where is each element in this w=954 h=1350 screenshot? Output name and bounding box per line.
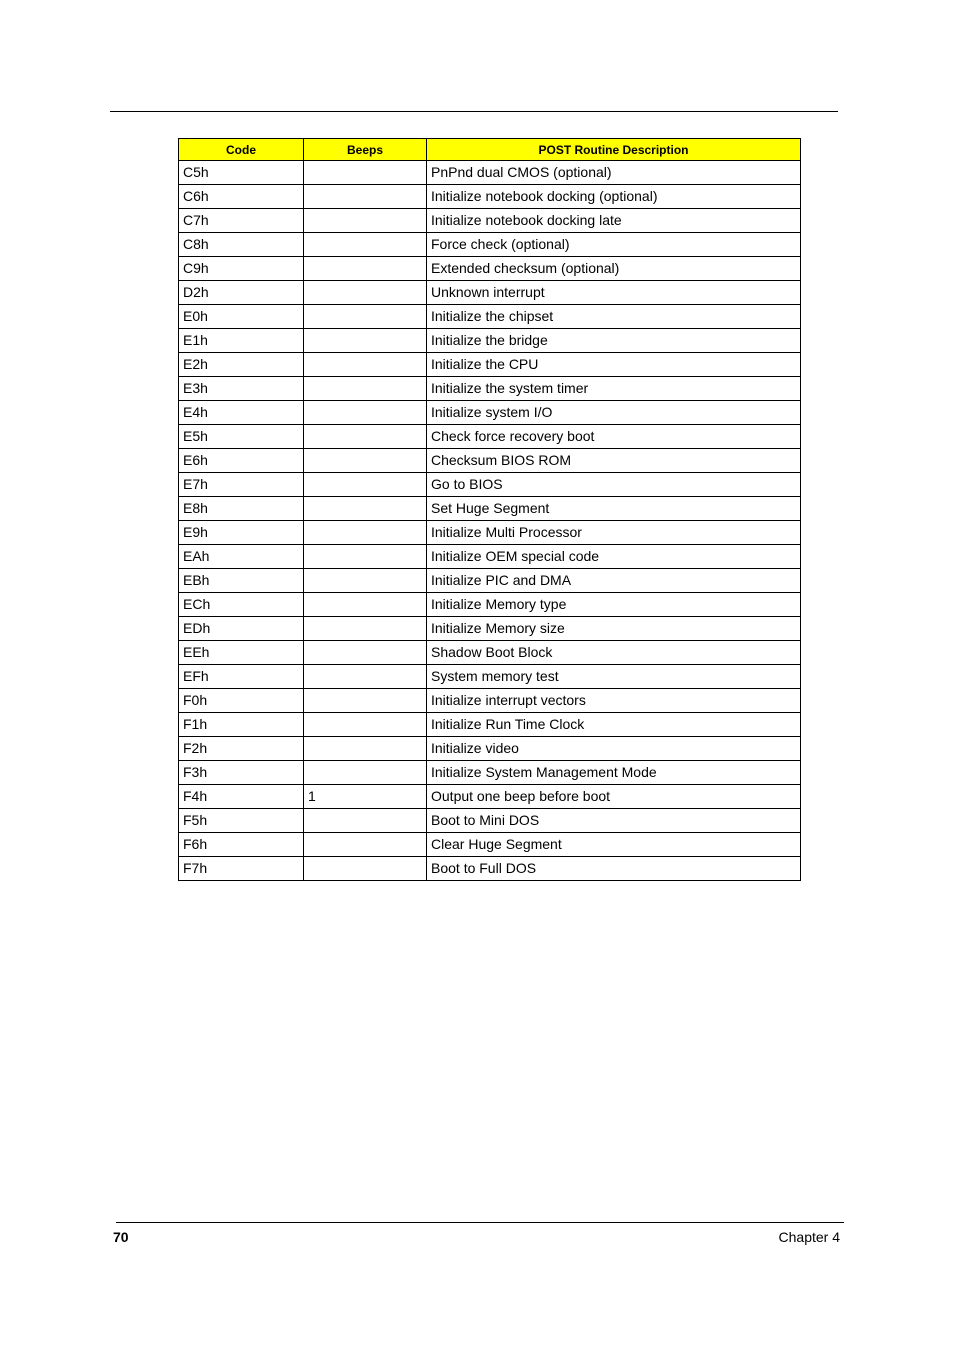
table-row bbox=[179, 713, 801, 737]
beeps-cell bbox=[304, 689, 427, 713]
description-cell: Initialize Memory type bbox=[427, 593, 801, 617]
code-cell: EFh bbox=[179, 665, 304, 689]
description-cell: Set Huge Segment bbox=[427, 497, 801, 521]
table-body bbox=[179, 161, 801, 881]
description-cell: Initialize interrupt vectors bbox=[427, 689, 801, 713]
table-row bbox=[179, 689, 801, 713]
table-row bbox=[179, 641, 801, 665]
beeps-cell bbox=[304, 809, 427, 833]
description-cell: Initialize the system timer bbox=[427, 377, 801, 401]
beeps-cell bbox=[304, 449, 427, 473]
beeps-cell bbox=[304, 425, 427, 449]
table-row bbox=[179, 761, 801, 785]
description-cell: Initialize System Management Mode bbox=[427, 761, 801, 785]
beeps-cell bbox=[304, 857, 427, 881]
beeps-cell bbox=[304, 641, 427, 665]
description-cell: Force check (optional) bbox=[427, 233, 801, 257]
table-row bbox=[179, 497, 801, 521]
header-rule bbox=[110, 111, 838, 112]
code-cell: ECh bbox=[179, 593, 304, 617]
table-row bbox=[179, 305, 801, 329]
code-cell: E4h bbox=[179, 401, 304, 425]
table-row bbox=[179, 329, 801, 353]
beeps-cell: 1 bbox=[304, 785, 427, 809]
description-cell: Initialize notebook docking late bbox=[427, 209, 801, 233]
code-cell: E6h bbox=[179, 449, 304, 473]
page-number: 70 bbox=[113, 1229, 129, 1245]
beeps-cell bbox=[304, 233, 427, 257]
beeps-cell bbox=[304, 401, 427, 425]
code-cell: E8h bbox=[179, 497, 304, 521]
table-row bbox=[179, 833, 801, 857]
code-cell: E5h bbox=[179, 425, 304, 449]
description-cell: Unknown interrupt bbox=[427, 281, 801, 305]
beeps-cell bbox=[304, 161, 427, 185]
description-cell: Boot to Full DOS bbox=[427, 857, 801, 881]
description-cell: PnPnd dual CMOS (optional) bbox=[427, 161, 801, 185]
description-cell: Initialize Multi Processor bbox=[427, 521, 801, 545]
table-row bbox=[179, 401, 801, 425]
description-cell: Initialize Memory size bbox=[427, 617, 801, 641]
table-row bbox=[179, 665, 801, 689]
beeps-cell bbox=[304, 281, 427, 305]
beeps-cell bbox=[304, 185, 427, 209]
description-cell: Initialize the CPU bbox=[427, 353, 801, 377]
description-cell: Initialize PIC and DMA bbox=[427, 569, 801, 593]
column-header-description: POST Routine Description bbox=[427, 139, 801, 161]
description-cell: Clear Huge Segment bbox=[427, 833, 801, 857]
code-cell: C5h bbox=[179, 161, 304, 185]
table-row bbox=[179, 353, 801, 377]
beeps-cell bbox=[304, 257, 427, 281]
column-header-code: Code bbox=[179, 139, 304, 161]
description-cell: Initialize system I/O bbox=[427, 401, 801, 425]
code-cell: E2h bbox=[179, 353, 304, 377]
description-cell: Extended checksum (optional) bbox=[427, 257, 801, 281]
table-row bbox=[179, 737, 801, 761]
table-row bbox=[179, 521, 801, 545]
code-cell: F2h bbox=[179, 737, 304, 761]
description-cell: Initialize the chipset bbox=[427, 305, 801, 329]
table-row bbox=[179, 473, 801, 497]
table-row bbox=[179, 377, 801, 401]
description-cell: Check force recovery boot bbox=[427, 425, 801, 449]
description-cell: Initialize the bridge bbox=[427, 329, 801, 353]
beeps-cell bbox=[304, 593, 427, 617]
description-cell: Initialize OEM special code bbox=[427, 545, 801, 569]
post-code-table bbox=[178, 138, 801, 881]
beeps-cell bbox=[304, 737, 427, 761]
beeps-cell bbox=[304, 617, 427, 641]
description-cell: Shadow Boot Block bbox=[427, 641, 801, 665]
table-row bbox=[179, 209, 801, 233]
code-cell: D2h bbox=[179, 281, 304, 305]
code-cell: E7h bbox=[179, 473, 304, 497]
code-cell: F1h bbox=[179, 713, 304, 737]
description-cell: Boot to Mini DOS bbox=[427, 809, 801, 833]
code-cell: F4h bbox=[179, 785, 304, 809]
beeps-cell bbox=[304, 377, 427, 401]
code-cell: EDh bbox=[179, 617, 304, 641]
table-row bbox=[179, 809, 801, 833]
beeps-cell bbox=[304, 473, 427, 497]
description-cell: Initialize notebook docking (optional) bbox=[427, 185, 801, 209]
beeps-cell bbox=[304, 569, 427, 593]
table-row bbox=[179, 545, 801, 569]
beeps-cell bbox=[304, 521, 427, 545]
beeps-cell bbox=[304, 209, 427, 233]
table-row bbox=[179, 233, 801, 257]
table-row bbox=[179, 569, 801, 593]
description-cell: Checksum BIOS ROM bbox=[427, 449, 801, 473]
description-cell: Initialize Run Time Clock bbox=[427, 713, 801, 737]
column-header-beeps: Beeps bbox=[304, 139, 427, 161]
code-cell: E0h bbox=[179, 305, 304, 329]
code-cell: F0h bbox=[179, 689, 304, 713]
code-cell: F6h bbox=[179, 833, 304, 857]
table-row bbox=[179, 425, 801, 449]
beeps-cell bbox=[304, 665, 427, 689]
table-row bbox=[179, 449, 801, 473]
beeps-cell bbox=[304, 305, 427, 329]
description-cell: System memory test bbox=[427, 665, 801, 689]
code-cell: C7h bbox=[179, 209, 304, 233]
table-row bbox=[179, 257, 801, 281]
footer-rule bbox=[116, 1222, 844, 1223]
code-cell: EAh bbox=[179, 545, 304, 569]
table-row bbox=[179, 617, 801, 641]
code-cell: EBh bbox=[179, 569, 304, 593]
beeps-cell bbox=[304, 833, 427, 857]
code-cell: E3h bbox=[179, 377, 304, 401]
code-cell: C8h bbox=[179, 233, 304, 257]
table-row bbox=[179, 857, 801, 881]
beeps-cell bbox=[304, 497, 427, 521]
table-header-row bbox=[179, 139, 801, 161]
beeps-cell bbox=[304, 329, 427, 353]
code-cell: F7h bbox=[179, 857, 304, 881]
table-row bbox=[179, 785, 801, 809]
chapter-label: Chapter 4 bbox=[778, 1229, 840, 1245]
code-cell: E9h bbox=[179, 521, 304, 545]
beeps-cell bbox=[304, 761, 427, 785]
description-cell: Output one beep before boot bbox=[427, 785, 801, 809]
beeps-cell bbox=[304, 713, 427, 737]
beeps-cell bbox=[304, 353, 427, 377]
code-cell: E1h bbox=[179, 329, 304, 353]
description-cell: Go to BIOS bbox=[427, 473, 801, 497]
code-cell: F5h bbox=[179, 809, 304, 833]
table-row bbox=[179, 161, 801, 185]
beeps-cell bbox=[304, 545, 427, 569]
code-cell: F3h bbox=[179, 761, 304, 785]
table-row bbox=[179, 281, 801, 305]
code-cell: C6h bbox=[179, 185, 304, 209]
description-cell: Initialize video bbox=[427, 737, 801, 761]
code-cell: EEh bbox=[179, 641, 304, 665]
table-row bbox=[179, 593, 801, 617]
table-row bbox=[179, 185, 801, 209]
code-cell: C9h bbox=[179, 257, 304, 281]
